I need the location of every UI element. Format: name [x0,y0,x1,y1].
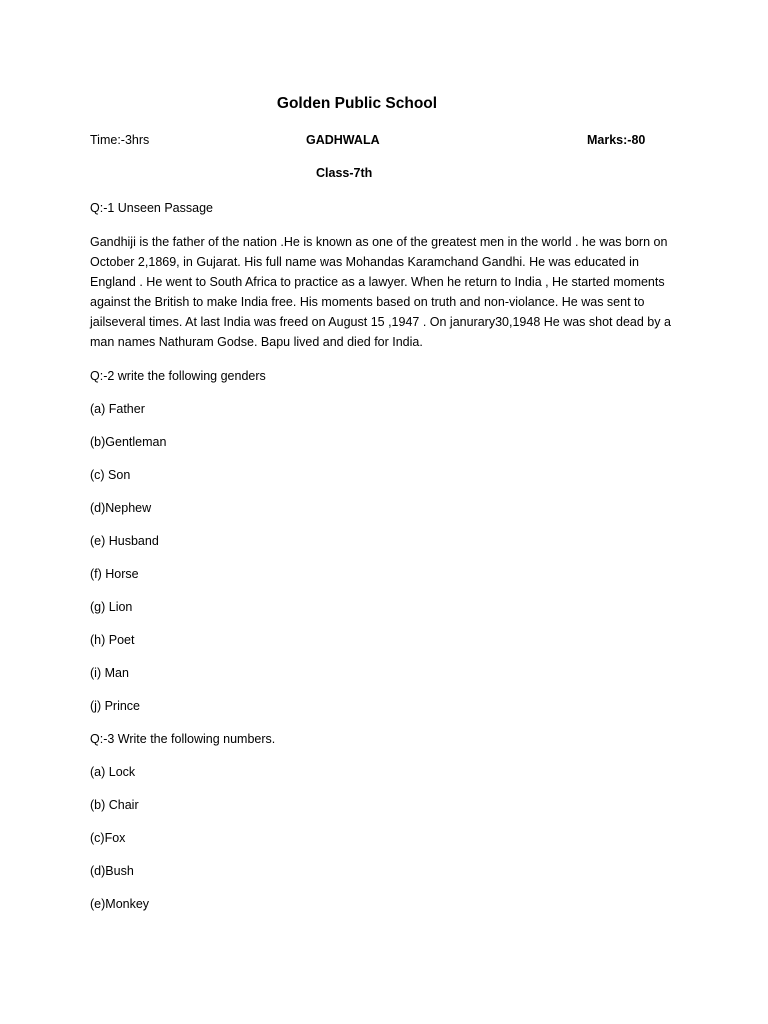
gender-item: (f) Horse [90,567,139,581]
number-item: (b) Chair [90,798,139,812]
gender-item: (h) Poet [90,633,135,647]
exam-marks: Marks:-80 [587,133,646,147]
gender-item: (g) Lion [90,600,133,614]
number-item: (c)Fox [90,831,126,845]
number-item: (a) Lock [90,765,136,779]
gender-item: (e) Husband [90,534,159,548]
question-2-title: Q:-2 write the following genders [90,369,266,383]
gender-item: (b)Gentleman [90,435,167,449]
number-item: (d)Bush [90,864,134,878]
question-1-title: Q:-1 Unseen Passage [90,201,213,215]
number-item: (e)Monkey [90,897,150,911]
exam-header-row [90,133,650,151]
class-label: Class-7th [316,166,373,180]
exam-time: Time:-3hrs [90,133,150,147]
gender-item: (j) Prince [90,699,141,713]
gender-item: (a) Father [90,402,145,416]
gender-item: (i) Man [90,666,129,680]
gender-item: (d)Nephew [90,501,152,515]
unseen-passage: Gandhiji is the father of the nation .He is known as one of the greatest men in the world . he was born on October 2,1869, in Gujarat. His full name was Mohandas Karamchand Gandhi. He was educated in England . He went to South Africa to practice as a lawyer. When he return to India , He started moments against the British to make India free. His moments based on truth and non-violance. He was sent to jailseveral times. At last India was freed on August 15 ,1947 . On janurary30,1948 He was shot dead by a man names Nathuram Godse. Bapu lived and died for India. [90,235,671,349]
school-location: GADHWALA [306,133,380,147]
gender-item: (c) Son [90,468,131,482]
question-content [90,199,680,928]
school-title: Golden Public School [276,95,438,112]
question-3-title: Q:-3 Write the following numbers. [90,732,276,746]
